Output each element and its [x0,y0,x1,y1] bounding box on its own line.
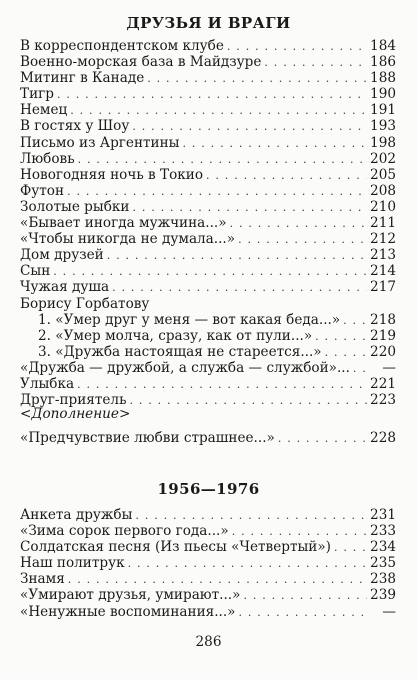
entry-title: Знамя [20,571,65,588]
toc-entry[interactable] [20,263,396,279]
entry-page: — [382,359,396,376]
leader-dots [353,361,371,377]
entry-title: 2. «Умер молча, сразу, как от пули...» [38,327,313,344]
toc-list-addendum [20,430,396,446]
entry-page: 228 [370,430,396,446]
toc-entry[interactable] [20,183,396,199]
leader-dots [128,556,367,572]
entry-page: 186 [370,54,396,71]
entry-page: 210 [370,198,396,215]
entry-title: Новогодняя ночь в Токио [20,166,204,183]
leader-dots [238,232,367,248]
toc-entry[interactable] [20,376,396,392]
entry-title: Сын [20,263,51,280]
leader-dots [239,605,372,621]
toc-entry[interactable] [20,38,396,54]
leader-dots [230,216,367,232]
section-title-1956-1976: 1956—1976 [157,480,260,498]
entry-title: Митинг в Канаде [20,70,145,87]
leader-dots [147,71,367,87]
entry-title: «Зима сорок первого года...» [20,523,229,540]
entry-title: «Умирают друзья, умирают...» [20,587,241,604]
toc-entry[interactable] [20,587,396,603]
toc-entry[interactable] [20,199,396,215]
leader-dots [77,377,367,393]
section-title-friends-and-enemies: ДРУЗЬЯ И ВРАГИ [126,14,291,32]
entry-page: 238 [370,571,396,588]
leader-dots [343,313,367,329]
entry-title: Золотые рыбки [20,198,130,215]
entry-page: 234 [370,539,396,556]
entry-page: 220 [370,343,396,360]
entry-page: 208 [370,182,396,199]
toc-entry[interactable] [20,54,396,70]
entry-page: 218 [370,311,396,328]
entry-page: 191 [370,102,396,119]
toc-entry[interactable] [20,523,396,539]
entry-title: Тигр [20,86,54,103]
toc-entry[interactable] [20,70,396,86]
toc-entry[interactable] [20,507,396,523]
entry-title: «Ненужные воспоминания...» [20,603,236,620]
entry-page: 205 [370,166,396,183]
leader-dots [132,119,367,135]
entry-page: 219 [370,327,396,344]
entry-page: 184 [370,38,396,54]
leader-dots [135,508,367,524]
entry-page: — [382,603,396,620]
leader-dots [70,103,367,119]
entry-page: 223 [370,392,396,409]
entry-page: 212 [370,231,396,248]
toc-entry[interactable] [20,279,396,295]
entry-title: Чужая душа [20,279,110,296]
toc-entry[interactable] [20,571,396,587]
toc-group-heading [20,296,396,312]
entry-page: 235 [370,555,396,572]
toc-entry[interactable] [20,430,396,446]
entry-title: «Дружба — дружбой, а служба — службой»... [20,359,350,376]
toc-entry[interactable] [20,555,396,571]
leader-dots [243,588,367,604]
addendum-label: <Дополнение> [20,406,131,422]
toc-entry[interactable] [20,604,396,620]
leader-dots [107,248,367,264]
toc-entry[interactable] [20,312,396,328]
toc-entry[interactable] [20,328,396,344]
entry-title: Друг-приятель [20,392,127,409]
leader-dots [264,55,367,71]
entry-title: Солдатская песня (Из пьесы «Четвертый») [20,539,331,556]
leader-dots [53,264,367,280]
leader-dots [334,540,367,556]
entry-page: 190 [370,86,396,103]
toc-list-section2 [20,507,396,620]
leader-dots [68,572,367,588]
leader-dots [325,345,367,361]
leader-dots [183,136,368,152]
toc-entry[interactable] [20,231,396,247]
toc-entry[interactable] [20,118,396,134]
group-title: Борису Горбатову [20,295,150,312]
leader-dots [132,200,367,216]
toc-entry[interactable] [20,247,396,263]
entry-page: 233 [370,523,396,540]
toc-entry[interactable] [20,215,396,231]
entry-title: Любовь [20,150,75,167]
toc-entry[interactable] [20,539,396,555]
entry-title: Немец [20,102,68,119]
entry-title: В корреспондентском клубе [20,38,224,54]
entry-page: 239 [370,587,396,604]
entry-title: 3. «Дружба настоящая не стареется...» [38,343,322,360]
toc-entry[interactable] [20,167,396,183]
entry-page: 202 [370,150,396,167]
toc-entry[interactable] [20,86,396,102]
leader-dots [206,168,367,184]
leader-dots [227,39,367,55]
entry-page: 198 [370,134,396,151]
leader-dots [57,87,367,103]
entry-page: 193 [370,118,396,135]
entry-title: «Предчувствие любви страшнее...» [20,430,275,446]
toc-entry[interactable] [20,151,396,167]
entry-title: Футон [20,182,65,199]
leader-dots [67,184,367,200]
entry-page: 221 [370,375,396,392]
leader-dots [129,393,367,409]
leader-dots [78,152,367,168]
entry-page: 188 [370,70,396,87]
leader-dots [315,329,367,345]
entry-title: 1. «Умер друг у меня — вот какая беда...» [38,311,341,328]
toc-entry[interactable] [20,344,396,360]
entry-title: Анкета дружбы [20,507,133,523]
entry-title: Наш политрук [20,555,125,572]
entry-title: Военно-морская база в Майдзуре [20,54,262,71]
entry-page: 211 [370,215,396,232]
entry-title: В гостях у Шоу [20,118,130,135]
entry-page: 231 [370,507,396,523]
toc-entry[interactable] [20,102,396,118]
entry-page: 213 [370,247,396,264]
entry-title: Улыбка [20,375,75,392]
entry-title: Письмо из Аргентины [20,134,180,151]
leader-dots [232,524,367,540]
entry-page: 217 [370,279,396,296]
toc-entry[interactable] [20,135,396,151]
toc-entry[interactable] [20,360,396,376]
entry-title: «Чтобы никогда не думала...» [20,231,236,248]
entry-title: Дом друзей [20,247,104,264]
entry-page: 214 [370,263,396,280]
entry-title: «Бывает иногда мужчина...» [20,215,227,232]
leader-dots [278,431,367,447]
leader-dots [112,280,367,296]
page-number: 286 [195,634,222,650]
toc-list-section1 [20,38,396,408]
